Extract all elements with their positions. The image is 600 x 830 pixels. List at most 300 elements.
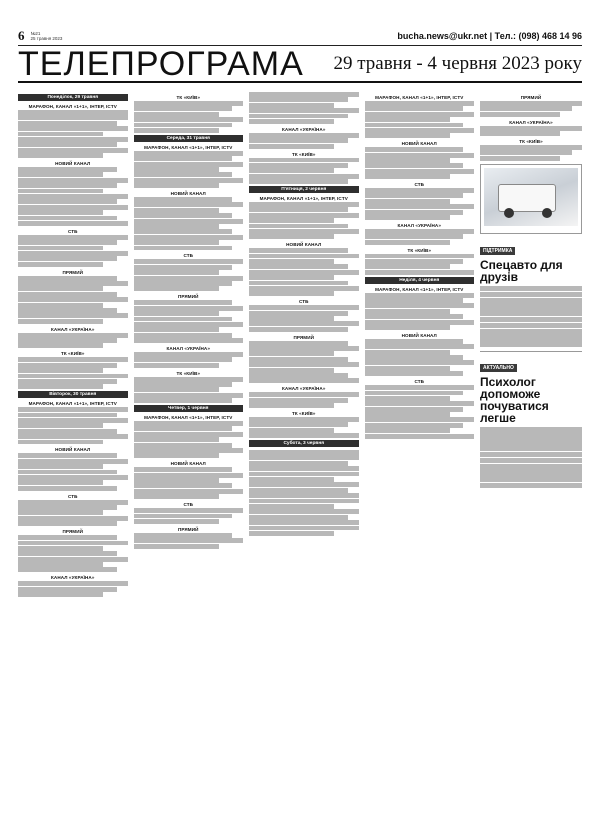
listing-line: [480, 106, 572, 111]
listing-line: [18, 333, 128, 338]
listing-line: [134, 544, 219, 549]
channel-heading: СТБ: [183, 502, 194, 508]
listing-line: [134, 224, 219, 229]
text-line: [480, 470, 582, 476]
channel-heading: НОВИЙ КАНАЛ: [170, 191, 206, 197]
listing-line: [18, 413, 117, 418]
listing-line: [18, 464, 103, 469]
listing-line: [18, 470, 117, 475]
article-headline: Спецавто для друзів: [480, 257, 563, 284]
listing-line: [249, 351, 334, 356]
text-line: [480, 310, 582, 316]
listing-block: [249, 417, 359, 438]
listing-line: [18, 246, 103, 251]
listing-line: [18, 510, 103, 515]
listing-line: [18, 132, 103, 137]
listing-line: [249, 133, 359, 138]
wheel-shape: [542, 208, 552, 218]
text-line: [480, 292, 582, 298]
listing-line: [365, 147, 464, 152]
listing-block: [480, 101, 582, 117]
listing-line: [249, 224, 348, 229]
listing-line: [134, 202, 244, 207]
listing-line: [480, 150, 572, 155]
listing-line: [134, 128, 219, 133]
notice-line: [249, 488, 348, 493]
listing-block: [18, 333, 128, 349]
notice-line: [249, 509, 359, 514]
listing-line: [18, 172, 103, 177]
channel-heading: ТК «КИЇВ»: [176, 370, 201, 376]
listing-block: [480, 126, 582, 136]
listing-line: [18, 148, 128, 153]
listing-line: [365, 309, 450, 314]
listing-line: [134, 183, 219, 188]
listing-line: [18, 374, 128, 379]
notice-line: [249, 531, 334, 536]
section-header: [18, 44, 582, 83]
listing-line: [18, 521, 117, 526]
channel-heading: СТБ: [414, 379, 425, 385]
listing-line: [134, 453, 219, 458]
listing-line: [249, 373, 348, 378]
notice-line: [249, 472, 359, 477]
listing-line: [18, 153, 103, 158]
column-2: [134, 92, 244, 812]
listing-block: [365, 147, 475, 179]
listing-line: [18, 384, 103, 389]
listing-line: [18, 368, 103, 373]
listing-line: [18, 541, 128, 546]
listing-line: [249, 213, 359, 218]
listing-line: [18, 581, 128, 586]
listing-line: [18, 194, 128, 199]
listing-line: [365, 371, 464, 376]
listing-line: [365, 101, 475, 106]
listing-line: [18, 551, 117, 556]
listing-line: [18, 216, 117, 221]
listing-block: [249, 392, 359, 408]
listing-line: [249, 234, 334, 239]
listing-block: [134, 300, 244, 343]
listing-line: [134, 123, 233, 128]
listing-line: [134, 197, 233, 202]
listing-line: [134, 489, 244, 494]
listing-line: [249, 291, 334, 296]
listing-line: [249, 433, 359, 438]
listing-line: [365, 412, 450, 417]
listing-line: [249, 428, 334, 433]
channel-heading: ТК «КИЇВ»: [291, 151, 316, 157]
listing-block: [18, 235, 128, 267]
listing-block: [365, 293, 475, 330]
listing-line: [249, 368, 334, 373]
channel-heading: ПРЯМИЙ: [177, 526, 199, 532]
issue-number: №21: [30, 31, 41, 36]
listing-line: [249, 174, 359, 179]
divider: [480, 351, 582, 352]
listing-line: [365, 158, 450, 163]
listing-line: [134, 306, 244, 311]
listing-line: [480, 131, 560, 136]
listing-line: [365, 325, 450, 330]
channel-heading: ТК «КИЇВ»: [407, 247, 432, 253]
listing-line: [134, 533, 233, 538]
listing-line: [18, 429, 117, 434]
column-4: [365, 92, 475, 812]
listing-line: [134, 311, 219, 316]
section-dates: 29 травня - 4 червня 2023 року: [333, 53, 582, 74]
listing-line: [134, 467, 233, 472]
listing-line: [134, 101, 244, 106]
listing-block: [134, 197, 244, 250]
listing-line: [18, 142, 117, 147]
listing-line: [134, 432, 244, 437]
listing-block: [18, 535, 128, 572]
listing-line: [365, 385, 475, 390]
channel-heading: МАРАФОН, КАНАЛ «1+1», ІНТЕР, ICTV: [375, 286, 464, 292]
listing-line: [365, 339, 464, 344]
channel-heading: МАРАФОН, КАНАЛ «1+1», ІНТЕР, ICTV: [28, 104, 117, 109]
listing-block: [249, 92, 359, 124]
listing-line: [18, 363, 117, 368]
listing-block: [18, 110, 128, 158]
listings-columns: [18, 92, 582, 812]
listing-line: [134, 327, 219, 332]
listing-line: [365, 355, 464, 360]
channel-heading: ПРЯМИЙ: [293, 334, 315, 340]
listing-line: [134, 473, 244, 478]
listing-line: [365, 153, 475, 158]
listing-line: [134, 352, 244, 357]
listing-line: [18, 557, 128, 562]
article-headline: Психолог допоможе почуватися легше: [480, 374, 549, 425]
channel-heading: МАРАФОН, КАНАЛ «1+1», ІНТЕР, ICTV: [28, 401, 117, 407]
notice-line: [249, 482, 359, 487]
listing-line: [18, 434, 128, 439]
channel-heading: КАНАЛ «УКРАЇНА»: [509, 119, 553, 125]
listing-block: [249, 341, 359, 384]
text-line: [480, 286, 582, 292]
listing-line: [480, 126, 582, 131]
listing-line: [249, 97, 348, 102]
listing-line: [365, 303, 475, 308]
listing-line: [365, 112, 475, 117]
listing-line: [18, 313, 128, 318]
listing-line: [249, 311, 348, 316]
listing-line: [365, 417, 475, 422]
contacts: bucha.news@ukr.net | Тел.: (098) 468 14 96: [397, 31, 582, 41]
channel-heading: СТБ: [298, 299, 309, 305]
listing-line: [134, 333, 233, 338]
listing-block: [365, 101, 475, 138]
listing-line: [365, 204, 475, 209]
listing-line: [249, 229, 359, 234]
notice-line: [249, 515, 348, 520]
listing-line: [249, 248, 348, 253]
text-line: [480, 445, 582, 451]
listing-line: [249, 218, 334, 223]
listing-block: [249, 305, 359, 331]
listing-line: [134, 259, 244, 264]
listing-block: [134, 533, 244, 549]
listing-line: [249, 158, 359, 163]
listing-line: [249, 392, 359, 397]
listing-line: [249, 103, 334, 108]
listing-line: [365, 350, 450, 355]
listing-line: [365, 428, 450, 433]
day-header: Четвер, 1 червня: [134, 405, 244, 412]
listing-line: [134, 437, 219, 442]
text-line: [480, 298, 582, 304]
text-line: [480, 458, 582, 464]
channel-heading: ТК «КИЇВ»: [176, 95, 201, 100]
listing-block: [365, 385, 475, 438]
listing-block: [480, 145, 582, 161]
listing-line: [18, 500, 128, 505]
listing-line: [134, 317, 233, 322]
listing-block: [249, 158, 359, 184]
listing-line: [18, 343, 103, 348]
listing-line: [134, 393, 244, 398]
listing-line: [18, 205, 128, 210]
channel-heading: КАНАЛ «УКРАЇНА»: [397, 222, 441, 228]
day-header: Середа, 31 травня: [134, 135, 244, 142]
text-line: [480, 439, 582, 445]
listing-line: [134, 276, 244, 281]
listing-line: [134, 270, 219, 275]
listing-line: [134, 172, 233, 177]
listing-line: [18, 286, 103, 291]
listing-block: [365, 188, 475, 220]
listing-line: [365, 128, 475, 133]
listing-line: [134, 162, 244, 167]
promo-box: [480, 164, 582, 234]
text-line: [480, 317, 582, 323]
text-line: [480, 476, 582, 482]
listing-line: [18, 459, 128, 464]
day-header: Понеділок, 29 травня: [18, 94, 128, 101]
top-bar: [18, 28, 582, 44]
listing-line: [365, 434, 475, 439]
listing-line: [249, 207, 348, 212]
listing-line: [18, 126, 128, 131]
notice-line: [249, 499, 359, 504]
listing-block: [365, 229, 475, 245]
listing-line: [249, 259, 334, 264]
column-1: [18, 92, 128, 812]
listing-line: [134, 538, 244, 543]
listing-line: [18, 480, 103, 485]
listing-line: [134, 265, 233, 270]
listing-line: [18, 418, 128, 423]
listing-line: [18, 505, 117, 510]
notice-line: [249, 461, 348, 466]
channel-heading: НОВИЙ КАНАЛ: [401, 332, 437, 338]
listing-line: [18, 535, 117, 540]
listing-line: [249, 119, 334, 124]
listing-line: [365, 298, 464, 303]
text-line: [480, 452, 582, 458]
listing-block: [134, 377, 244, 403]
listing-block: [134, 421, 244, 458]
listing-block: [249, 248, 359, 296]
channel-heading: СТБ: [67, 493, 78, 499]
column-3: [249, 92, 359, 812]
listing-line: [18, 486, 117, 491]
channel-heading: НОВИЙ КАНАЛ: [55, 161, 91, 167]
listing-line: [249, 341, 348, 346]
page-number: 6: [18, 28, 25, 43]
notice-line: [249, 526, 359, 531]
listing-line: [480, 156, 560, 161]
notice-block: [249, 450, 359, 536]
listing-line: [365, 423, 464, 428]
listing-line: [134, 151, 244, 156]
listing-line: [18, 475, 128, 480]
listing-line: [249, 138, 348, 143]
listing-line: [134, 448, 244, 453]
listing-block: [18, 276, 128, 324]
listing-line: [134, 387, 219, 392]
listing-line: [18, 407, 128, 412]
listing-line: [365, 240, 450, 245]
listing-line: [249, 163, 348, 168]
text-line: [480, 304, 582, 310]
listing-line: [18, 251, 128, 256]
listing-line: [134, 382, 233, 387]
channel-heading: ТК «КИЇВ»: [291, 410, 316, 416]
vehicle-photo: [484, 168, 578, 226]
listing-line: [18, 110, 128, 115]
listing-line: [249, 275, 334, 280]
listing-line: [365, 264, 450, 269]
text-line: [480, 335, 582, 341]
text-line: [480, 483, 582, 489]
issue-date: 25 травня 2023: [30, 36, 63, 41]
listing-line: [134, 338, 244, 343]
listing-line: [134, 519, 219, 524]
listing-line: [134, 363, 219, 368]
listing-line: [249, 202, 359, 207]
listing-line: [18, 189, 103, 194]
listing-line: [18, 276, 117, 281]
listing-block: [134, 508, 244, 524]
listing-line: [18, 303, 103, 308]
listing-line: [365, 360, 475, 365]
listing-line: [134, 322, 244, 327]
listing-line: [134, 494, 219, 499]
listing-line: [365, 396, 450, 401]
listing-line: [365, 229, 475, 234]
listing-line: [365, 254, 475, 259]
channel-heading: СТБ: [67, 228, 78, 234]
channel-heading: КАНАЛ «УКРАЇНА»: [282, 126, 326, 132]
listing-line: [365, 234, 464, 239]
listing-block: [18, 407, 128, 444]
listing-line: [134, 156, 233, 161]
listing-line: [134, 219, 244, 224]
listing-line: [134, 398, 233, 403]
listing-line: [18, 562, 103, 567]
channel-heading: МАРАФОН, КАНАЛ «1+1», ІНТЕР, ICTV: [259, 195, 348, 201]
listing-line: [18, 592, 103, 597]
listing-line: [18, 567, 117, 572]
channel-heading: ПРЯМИЙ: [62, 529, 84, 535]
channel-heading: НОВИЙ КАНАЛ: [55, 447, 91, 453]
listing-line: [134, 167, 219, 172]
listing-line: [18, 587, 117, 592]
listing-line: [365, 407, 464, 412]
listing-block: [18, 167, 128, 226]
listing-line: [249, 378, 359, 383]
listing-line: [249, 254, 359, 259]
listing-line: [18, 308, 117, 313]
listing-line: [249, 346, 359, 351]
listing-line: [18, 292, 117, 297]
listing-line: [18, 423, 103, 428]
listing-block: [18, 453, 128, 490]
sidebar-column: [480, 92, 582, 812]
issue-info: [31, 31, 63, 41]
listing-line: [249, 403, 334, 408]
listing-block: [134, 101, 244, 133]
listing-line: [18, 319, 103, 324]
listing-line: [18, 221, 128, 226]
listing-line: [18, 256, 117, 261]
listing-line: [18, 281, 128, 286]
text-line: [480, 323, 582, 329]
listing-line: [134, 229, 233, 234]
listing-line: [134, 443, 233, 448]
listing-line: [18, 516, 128, 521]
listing-line: [365, 270, 475, 275]
text-line: [480, 464, 582, 470]
listing-line: [18, 262, 103, 267]
listing-line: [18, 115, 128, 120]
text-line: [480, 341, 582, 347]
listing-line: [134, 106, 233, 111]
listing-line: [18, 338, 117, 343]
day-header: Субота, 3 червня: [249, 440, 359, 447]
listing-line: [249, 305, 359, 310]
listing-line: [134, 508, 244, 513]
listing-line: [480, 145, 582, 150]
channel-heading: МАРАФОН, КАНАЛ «1+1», ІНТЕР, ICTV: [144, 415, 233, 421]
text-line: [480, 433, 582, 439]
listing-line: [249, 144, 334, 149]
notice-line: [249, 504, 334, 509]
listing-line: [134, 213, 233, 218]
listing-line: [365, 293, 475, 298]
channel-heading: КАНАЛ «УКРАЇНА»: [51, 326, 95, 332]
listing-line: [249, 398, 348, 403]
day-header: Вівторок, 30 травня: [18, 391, 128, 398]
listing-line: [365, 117, 450, 122]
listing-block: [134, 259, 244, 291]
notice-line: [249, 493, 359, 498]
listing-line: [134, 514, 233, 519]
listing-line: [134, 377, 244, 382]
notice-line: [249, 450, 359, 455]
notice-line: [249, 520, 359, 525]
channel-heading: ТК «КИЇВ»: [60, 351, 85, 357]
listing-line: [134, 112, 219, 117]
channel-heading: КАНАЛ «УКРАЇНА»: [282, 386, 326, 392]
listing-line: [249, 179, 348, 184]
listing-line: [365, 106, 464, 111]
listing-line: [18, 297, 128, 302]
